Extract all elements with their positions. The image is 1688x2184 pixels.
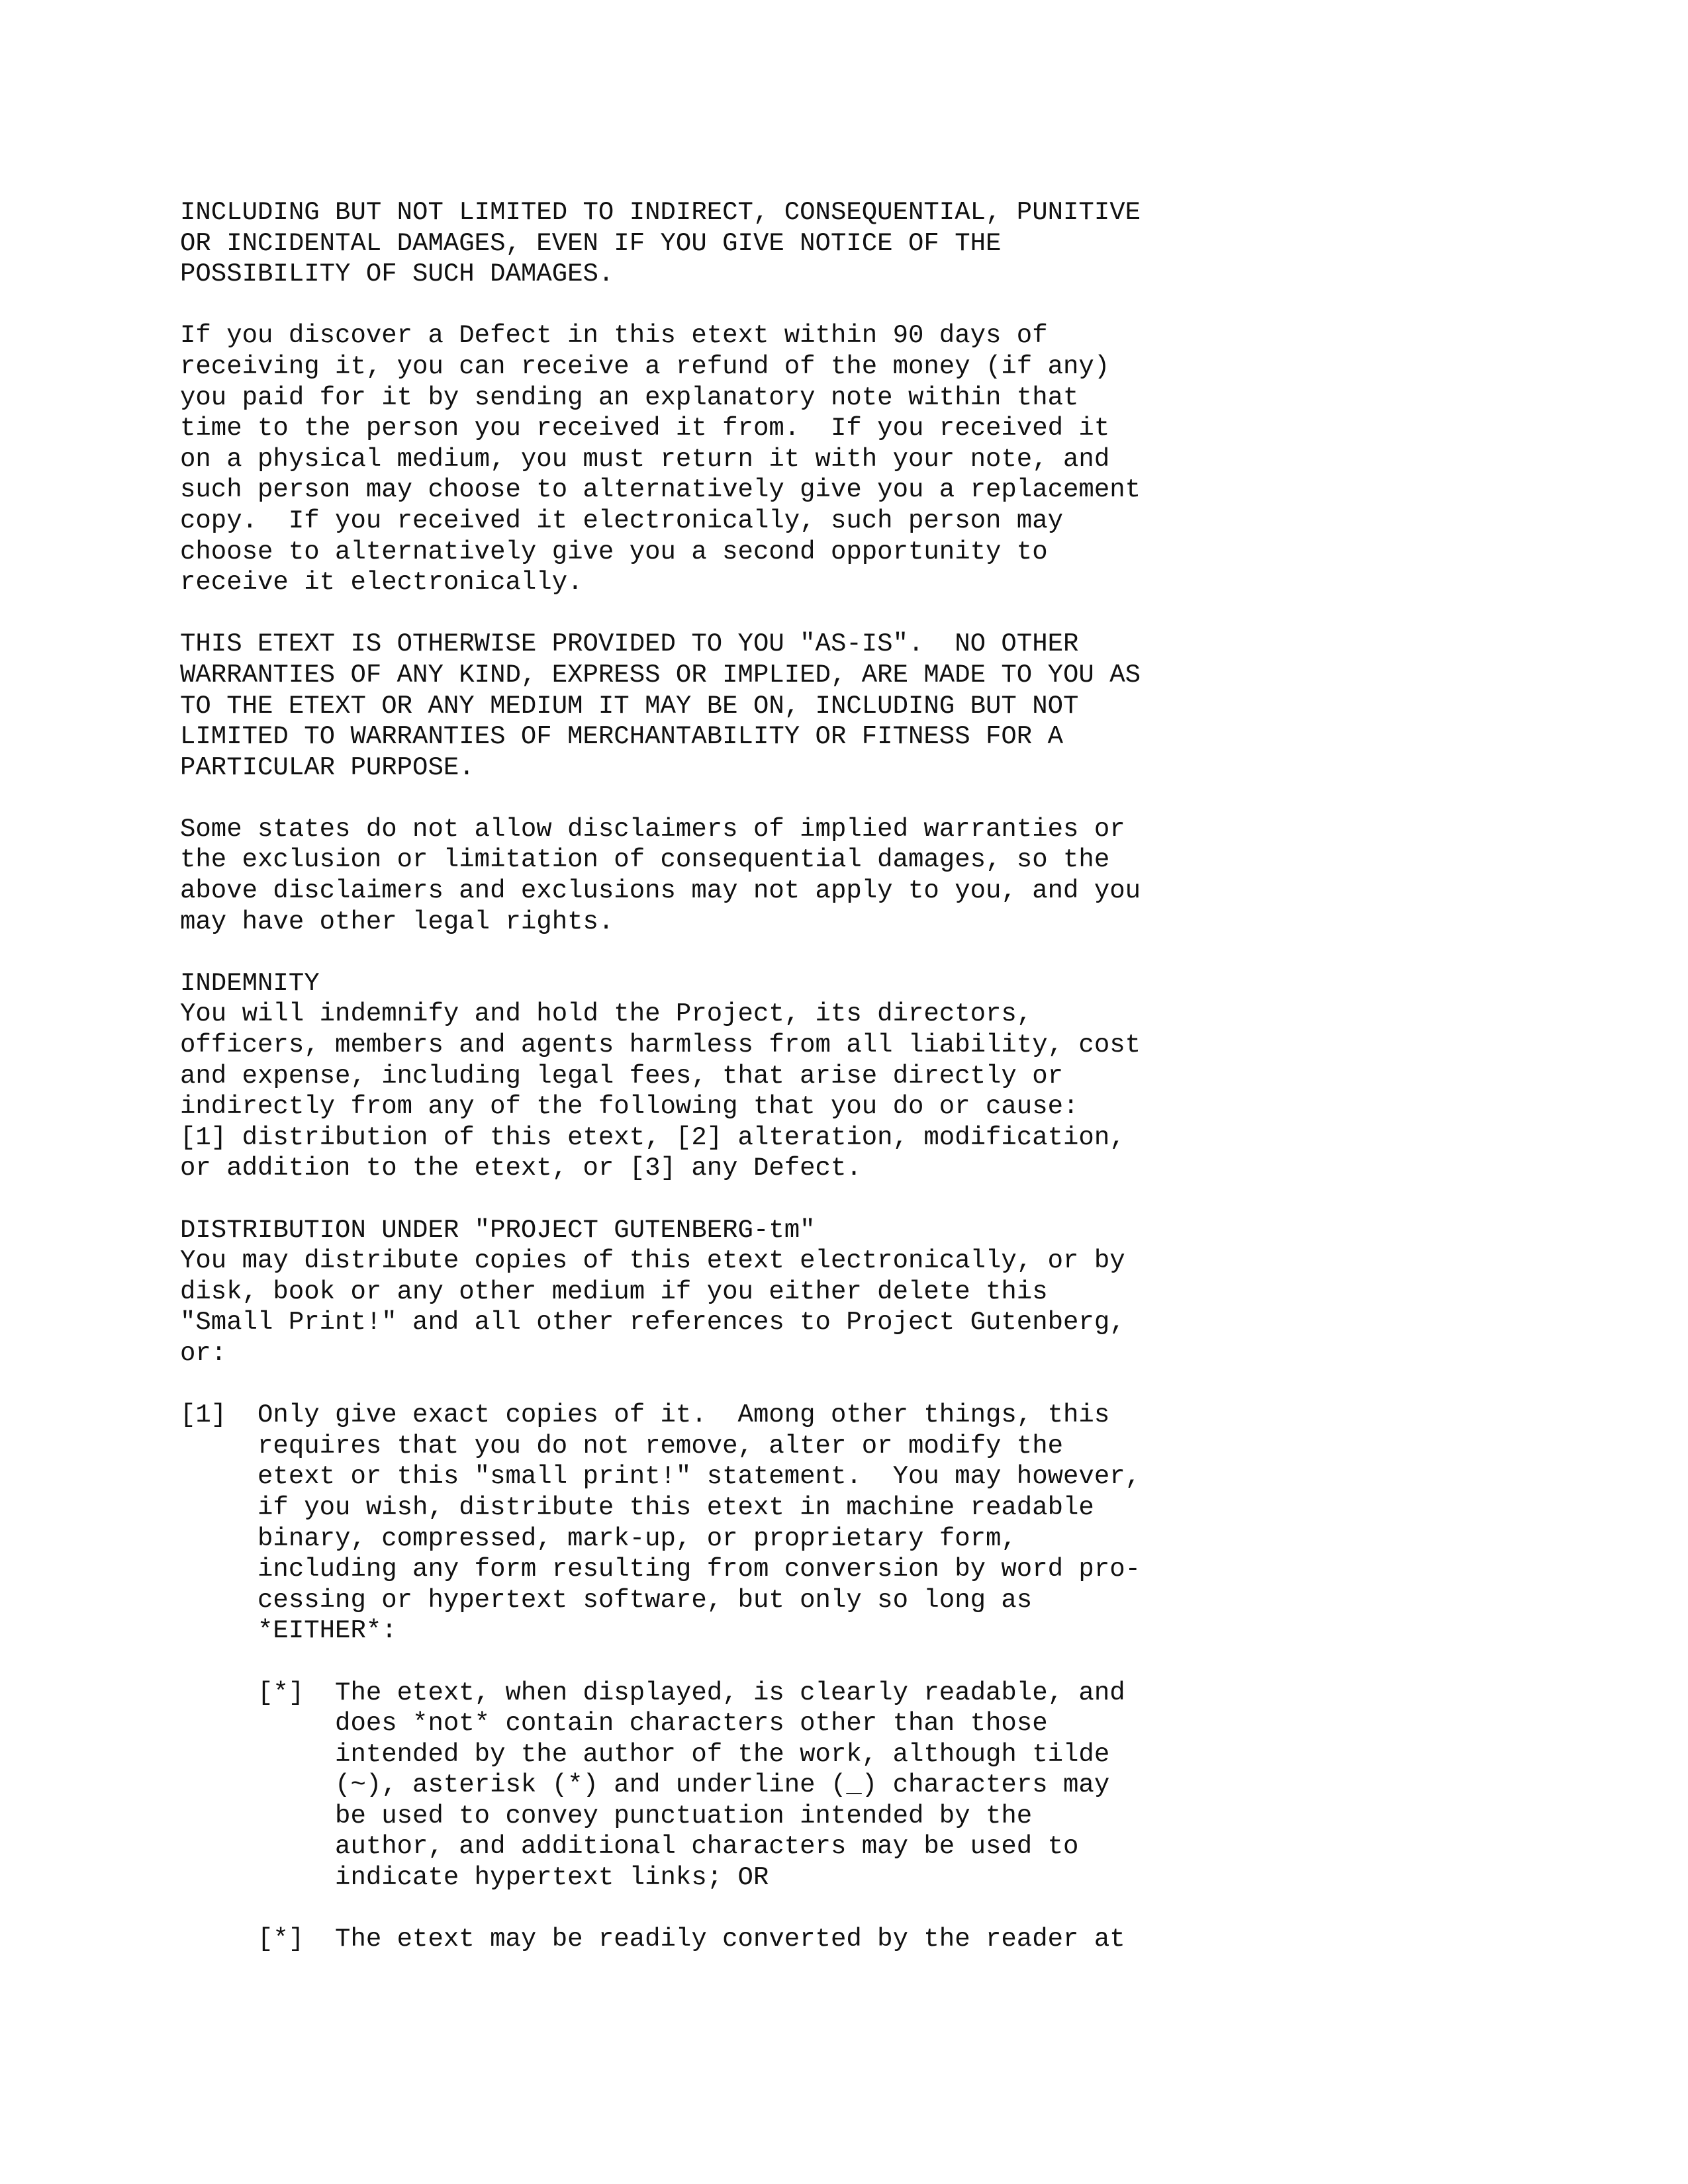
text-line: Some states do not allow disclaimers of implied warranties or <box>180 814 1125 844</box>
blank-line <box>180 1184 1570 1215</box>
section-heading: DISTRIBUTION UNDER "PROJECT GUTENBERG-tm" <box>180 1215 816 1245</box>
list-item-line: [1] Only give exact copies of it. Among other things, this <box>180 1400 1110 1430</box>
sub-list-item-line: [*] The etext, when displayed, is clearly readable, and <box>180 1678 1125 1707</box>
text-line: above disclaimers and exclusions may not apply to you, and you <box>180 876 1141 906</box>
blank-line <box>180 1893 1570 1925</box>
text-line: choose to alternatively give you a second opportunity to <box>180 537 1048 567</box>
text-line: or: <box>180 1338 227 1368</box>
sub-list-item-line: be used to convey punctuation intended by the <box>180 1801 1033 1831</box>
section-heading: INDEMNITY <box>180 968 320 998</box>
text-line: such person may choose to alternatively give you a replacement <box>180 475 1141 505</box>
blank-line <box>180 598 1570 629</box>
text-line: indirectly from any of the following that you do or cause: <box>180 1092 1079 1122</box>
text-line: LIMITED TO WARRANTIES OF MERCHANTABILITY OR FITNESS FOR A <box>180 722 1064 752</box>
text-line: the exclusion or limitation of consequential damages, so the <box>180 845 1110 875</box>
text-line: receiving it, you can receive a refund of the money (if any) <box>180 351 1110 381</box>
text-line: on a physical medium, you must return it with your note, and <box>180 444 1110 474</box>
sub-list-item-line: indicate hypertext links; OR <box>180 1863 769 1893</box>
text-line: "Small Print!" and all other references to Project Gutenberg, <box>180 1308 1125 1338</box>
text-line: disk, book or any other medium if you either delete this <box>180 1277 1048 1306</box>
text-line: TO THE ETEXT OR ANY MEDIUM IT MAY BE ON, INCLUDING BUT NOT <box>180 691 1079 721</box>
text-line: INCLUDING BUT NOT LIMITED TO INDIRECT, CONSEQUENTIAL, PUNITIVE <box>180 198 1141 227</box>
text-line: WARRANTIES OF ANY KIND, EXPRESS OR IMPLIED, ARE MADE TO YOU AS <box>180 660 1141 690</box>
text-line: You may distribute copies of this etext electronically, or by <box>180 1246 1125 1276</box>
text-line: If you discover a Defect in this etext within 90 days of <box>180 321 1048 351</box>
document-page <box>180 197 1570 1955</box>
text-line: and expense, including legal fees, that arise directly or <box>180 1061 1064 1091</box>
blank-line <box>180 1369 1570 1400</box>
text-line: OR INCIDENTAL DAMAGES, EVEN IF YOU GIVE NOTICE OF THE <box>180 228 1002 258</box>
list-item-line: *EITHER*: <box>180 1616 397 1646</box>
sub-list-item-line: (~), asterisk (*) and underline (_) characters may <box>180 1770 1110 1800</box>
text-line: THIS ETEXT IS OTHERWISE PROVIDED TO YOU "AS-IS". NO OTHER <box>180 629 1079 659</box>
list-item-line: including any form resulting from conversion by word pro- <box>180 1555 1141 1584</box>
text-line: POSSIBILITY OF SUCH DAMAGES. <box>180 259 614 289</box>
text-line: officers, members and agents harmless from all liability, cost <box>180 1030 1141 1060</box>
list-item-line: if you wish, distribute this etext in machine readable <box>180 1492 1094 1522</box>
list-item-line: requires that you do not remove, alter or modify the <box>180 1431 1064 1461</box>
blank-line <box>180 290 1570 321</box>
text-line: time to the person you received it from. If you received it <box>180 414 1110 443</box>
blank-line <box>180 783 1570 814</box>
text-line: You will indemnify and hold the Project, its directors, <box>180 999 1033 1029</box>
text-line: receive it electronically. <box>180 568 583 598</box>
text-line: PARTICULAR PURPOSE. <box>180 752 475 782</box>
list-item-line: binary, compressed, mark-up, or proprietary form, <box>180 1524 1017 1553</box>
text-line: copy. If you received it electronically, such person may <box>180 506 1064 535</box>
text-line: may have other legal rights. <box>180 907 614 936</box>
sub-list-item-line: does *not* contain characters other than those <box>180 1709 1048 1739</box>
list-item-line: etext or this "small print!" statement. You may however, <box>180 1462 1141 1492</box>
text-line: [1] distribution of this etext, [2] alteration, modification, <box>180 1122 1125 1152</box>
sub-list-item-line: intended by the author of the work, although tilde <box>180 1739 1110 1769</box>
blank-line <box>180 1647 1570 1678</box>
text-line: or addition to the etext, or [3] any Defect. <box>180 1154 862 1183</box>
blank-line <box>180 937 1570 968</box>
sub-list-item-line: author, and additional characters may be used to <box>180 1832 1079 1862</box>
text-line: you paid for it by sending an explanatory note within that <box>180 383 1079 412</box>
list-item-line: cessing or hypertext software, but only so long as <box>180 1585 1033 1615</box>
sub-list-item-line: [*] The etext may be readily converted by the reader at <box>180 1925 1125 1954</box>
